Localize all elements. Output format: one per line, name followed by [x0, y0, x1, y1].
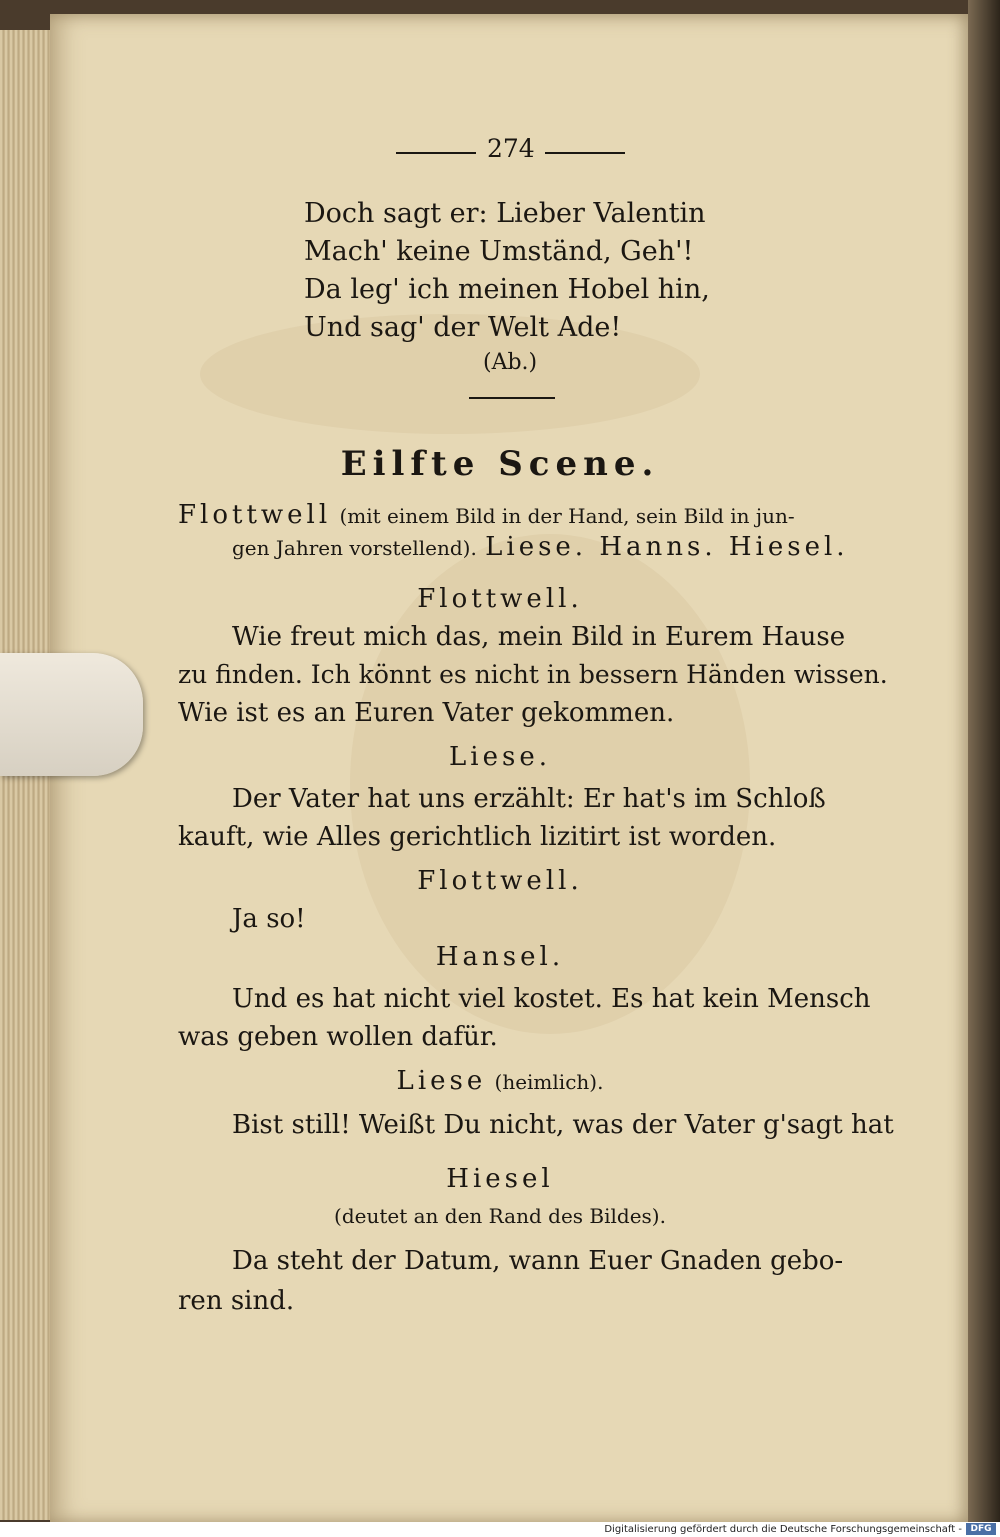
footer-credit: Digitalisierung gefördert durch die Deutsche Forschungsgemeinschaft -: [604, 1524, 962, 1535]
section-rule: [469, 397, 555, 399]
cast-flottwell: Flottwell: [178, 500, 332, 530]
exit-direction: (Ab.): [483, 350, 538, 375]
dialogue-line: Wie freut mich das, mein Bild in Eurem Hause: [232, 622, 846, 652]
page-number: 274: [487, 134, 535, 163]
page-number-rule-left: [396, 152, 476, 154]
speaker-flottwell: Flottwell.: [417, 584, 583, 614]
dialogue-line: ren sind.: [178, 1286, 295, 1316]
speaker-hansel: Hansel.: [435, 942, 565, 972]
cast-stage-direction: (mit einem Bild in der Hand, sein Bild in jun-: [339, 504, 795, 528]
dialogue-line: was geben wollen dafür.: [178, 1022, 498, 1052]
dialogue-line: kauft, wie Alles gerichtlich lizitirt ist worden.: [178, 822, 777, 852]
dialogue-line: Ja so!: [232, 904, 306, 934]
verse-line-2: Mach' keine Umständ, Geh'!: [304, 236, 694, 267]
dialogue-line: Und es hat nicht viel kostet. Es hat kein Mensch: [232, 984, 871, 1014]
speaker-liese: Liese: [396, 1066, 487, 1096]
dialogue-line: Der Vater hat uns erzählt: Er hat's im Schloß: [232, 784, 826, 814]
dialogue-line: zu finden. Ich könnt es nicht in bessern Händen wissen.: [178, 660, 888, 689]
stage-direction: (heimlich).: [494, 1070, 604, 1094]
cast-names: Liese. Hanns. Hiesel.: [485, 532, 849, 562]
page-number-rule-right: [545, 152, 625, 154]
speaker-hiesel: Hiesel: [446, 1164, 554, 1194]
scene-heading: Eilfte Scene.: [340, 444, 660, 484]
cast-stage-direction-cont: gen Jahren vorstellend).: [232, 536, 477, 560]
stage-direction: (deutet an den Rand des Bildes).: [334, 1204, 666, 1228]
dialogue-line: Da steht der Datum, wann Euer Gnaden gebo-: [232, 1246, 844, 1276]
verse-line-4: Und sag' der Welt Ade!: [304, 312, 622, 343]
verse-line-1: Doch sagt er: Lieber Valentin: [304, 198, 706, 229]
dialogue-line: Wie ist es an Euren Vater gekommen.: [178, 698, 675, 728]
speaker-liese: Liese.: [449, 742, 551, 772]
speaker-flottwell: Flottwell.: [417, 866, 583, 896]
dfg-logo: DFG: [966, 1523, 996, 1535]
verse-line-3: Da leg' ich meinen Hobel hin,: [304, 274, 710, 305]
dialogue-line: Bist still! Weißt Du nicht, was der Vater g'sagt hat: [232, 1110, 894, 1140]
